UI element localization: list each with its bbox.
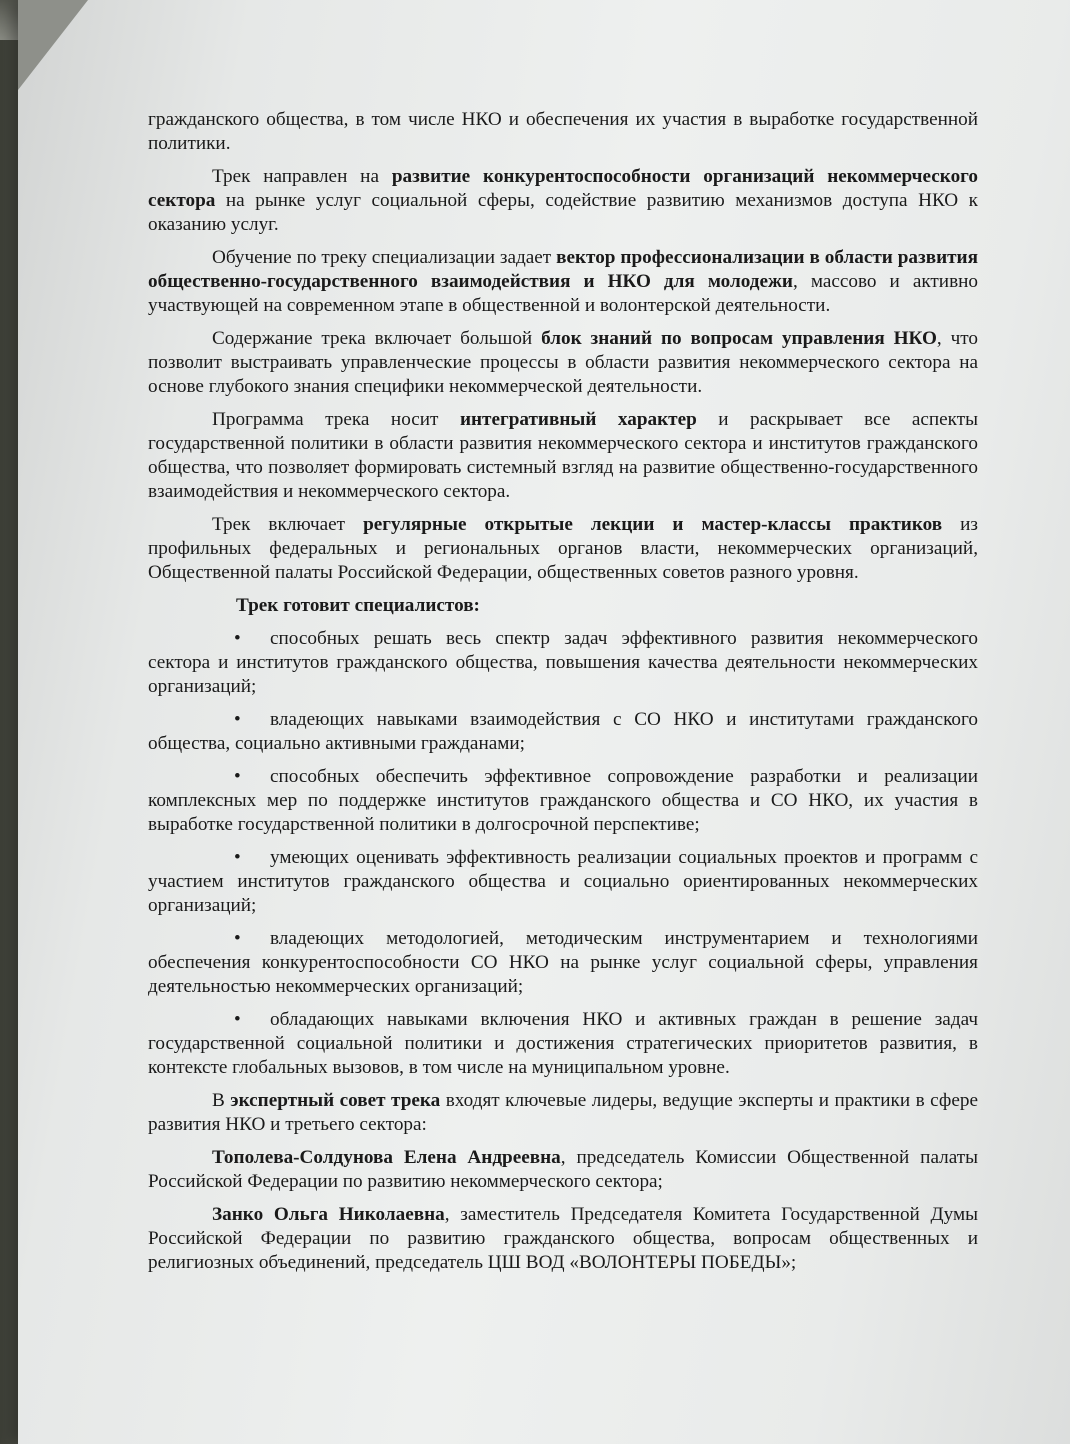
- expert-name: Тополева-Солдунова Елена Андреевна: [212, 1147, 561, 1168]
- intro-text: гражданского общества, в том числе НКО и обеспечения их участия в выработке государственной политики.: [148, 109, 978, 154]
- heading-text: Трек готовит специалистов:: [236, 595, 480, 616]
- document-body: [148, 108, 978, 1284]
- bold-text: регулярные открытые лекции и мастер-классы практиков: [363, 514, 943, 535]
- text: входят ключевые лидеры, ведущие эксперты и практики в сфере развития НКО и третьего сектора:: [148, 1090, 978, 1135]
- expert-role: , председатель Комиссии Общественной палаты Российской Федерации по развитию некоммерческого сектора;: [148, 1147, 978, 1192]
- expert-role: , заместитель Председателя Комитета Государственной Думы Российской Федерации по развитию гражданского общества, вопросам общественных и религиозных объединений, председатель ЦШ ВОД «ВОЛОНТЕРЫ ПОБЕДЫ»;: [148, 1204, 978, 1273]
- bullet-item: [148, 927, 978, 999]
- bold-text: интегративный характер: [459, 409, 697, 430]
- bullet-text: способных обеспечить эффективное сопровождение разработки и реализации комплексных мер по поддержке институтов гражданского общества и СО НКО, их участия в выработке государственной политики в долгосрочной перспективе;: [148, 766, 978, 835]
- bullet-item: [148, 627, 978, 699]
- bullet-icon: •: [234, 766, 241, 787]
- text: и раскрывает все аспекты государственной политики в области развития некоммерческого сектора и институтов гражданского общества, что позволяет формировать системный взгляд на развитие общественно-государственного взаимодействия и некоммерческого сектора.: [148, 409, 978, 502]
- bold-text: развитие конкурентоспособности организаций некоммерческого сектора: [148, 166, 978, 211]
- bullet-icon: •: [234, 1009, 241, 1030]
- text: , массово и активно участвующей на современном этапе в общественной и волонтерской деятельности.: [148, 271, 978, 316]
- text: В: [212, 1090, 231, 1111]
- text: , что позволит выстраивать управленческие процессы в области развития некоммерческого сектора на основе глубокого знания специфики некоммерческой деятельности.: [148, 328, 978, 397]
- text: Трек включает: [212, 514, 364, 535]
- bold-text: вектор профессионализации в области развития общественно-государственного взаимодействия и НКО для молодежи: [148, 247, 978, 292]
- text: Содержание трека включает большой: [212, 328, 542, 349]
- specialists-heading: [148, 594, 978, 618]
- text: Программа трека носит: [212, 409, 460, 430]
- bullet-item: [148, 1008, 978, 1080]
- bullet-icon: •: [234, 847, 241, 868]
- expert-name: Занко Ольга Николаевна: [212, 1204, 445, 1225]
- bullet-icon: •: [234, 628, 241, 649]
- paragraph-training-vector: [148, 246, 978, 318]
- text: из профильных федеральных и региональных органов власти, некоммерческих организаций, Общественной палаты Российской Федерации, общественных советов разного уровня.: [148, 514, 978, 583]
- paragraph-expert-council: [148, 1089, 978, 1137]
- paragraph-integrative: [148, 408, 978, 504]
- bullet-icon: •: [234, 709, 241, 730]
- bullet-item: [148, 708, 978, 756]
- text: Трек направлен на: [212, 166, 392, 187]
- paragraph-track-direction: [148, 165, 978, 237]
- bullet-text: обладающих навыками включения НКО и активных граждан в решение задач государственной социальной политики и достижения стратегических приоритетов развития, в контексте глобальных вызовов, в том числе на муниципальном уровне.: [148, 1009, 978, 1078]
- bullet-text: владеющих методологией, методическим инструментарием и технологиями обеспечения конкурентоспособности СО НКО на рынке услуг социальной сферы, управления деятельностью некоммерческих организаций;: [148, 928, 978, 997]
- paragraph-expert-zanko: [148, 1203, 978, 1275]
- bullet-item: [148, 765, 978, 837]
- bullet-icon: •: [234, 928, 241, 949]
- bullet-text: владеющих навыками взаимодействия с СО НКО и институтами гражданского общества, социально активными гражданами;: [148, 709, 978, 754]
- paragraph-lectures: [148, 513, 978, 585]
- bullet-item: [148, 846, 978, 918]
- bullet-text: способных решать весь спектр задач эффективного развития некоммерческого сектора и институтов гражданского общества, повышения качества деятельности некоммерческих организаций;: [148, 628, 978, 697]
- paragraph-content-block: [148, 327, 978, 399]
- folded-corner: [18, 0, 88, 90]
- paragraph-intro: [148, 108, 978, 156]
- text: Обучение по треку специализации задает: [212, 247, 557, 268]
- bullet-text: умеющих оценивать эффективность реализации социальных проектов и программ с участием институтов гражданского общества и социально ориентированных некоммерческих организаций;: [148, 847, 978, 916]
- paragraph-expert-topoleva: [148, 1146, 978, 1194]
- text: на рынке услуг социальной сферы, содействие развитию механизмов доступа НКО к оказанию услуг.: [148, 190, 978, 235]
- bold-text: блок знаний по вопросам управления НКО: [541, 328, 937, 349]
- bold-text: экспертный совет трека: [230, 1090, 441, 1111]
